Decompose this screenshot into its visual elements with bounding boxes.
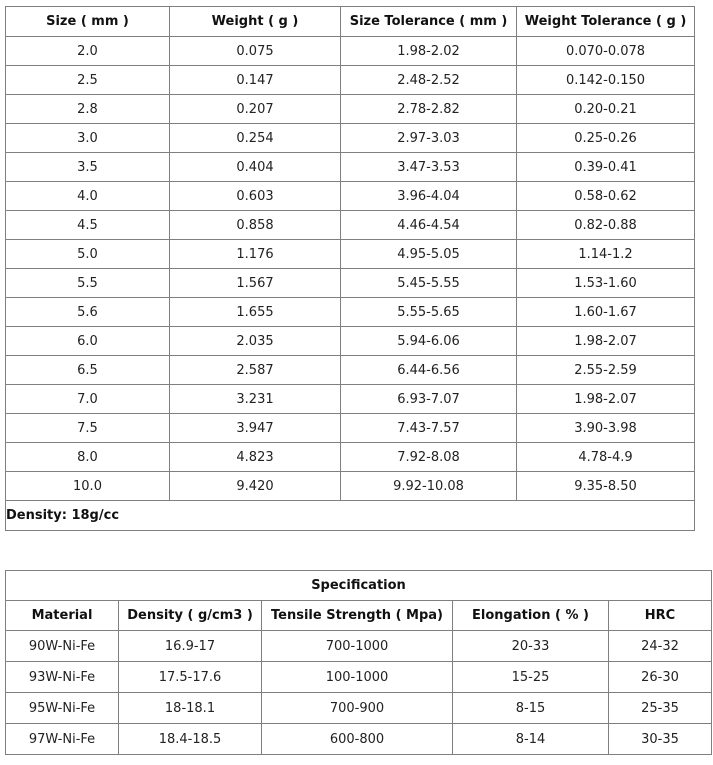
table-cell: 9.420 <box>170 472 341 501</box>
title-row <box>6 571 712 601</box>
table-cell: 97W-Ni-Fe <box>6 724 119 755</box>
table-cell: 26-30 <box>609 662 712 693</box>
table-cell: 90W-Ni-Fe <box>6 631 119 662</box>
table-cell: 8.0 <box>6 443 170 472</box>
column-header: Elongation ( % ) <box>453 601 609 631</box>
table-cell: 0.254 <box>170 124 341 153</box>
table-row <box>6 385 695 414</box>
table-cell: 18.4-18.5 <box>119 724 262 755</box>
table-cell: 0.25-0.26 <box>517 124 695 153</box>
table-cell: 2.0 <box>6 37 170 66</box>
table-cell: 3.947 <box>170 414 341 443</box>
table-row <box>6 693 712 724</box>
table-cell: 700-900 <box>262 693 453 724</box>
table-row <box>6 356 695 385</box>
table-row <box>6 124 695 153</box>
table-cell: 0.404 <box>170 153 341 182</box>
table-row <box>6 414 695 443</box>
density-note: Density: 18g/cc <box>6 501 695 531</box>
table-cell: 6.44-6.56 <box>341 356 517 385</box>
table-row <box>6 472 695 501</box>
table-cell: 1.14-1.2 <box>517 240 695 269</box>
table-cell: 9.92-10.08 <box>341 472 517 501</box>
header-row <box>6 7 695 37</box>
table-cell: 1.655 <box>170 298 341 327</box>
table-cell: 1.98-2.02 <box>341 37 517 66</box>
table-cell: 2.5 <box>6 66 170 95</box>
table-cell: 5.6 <box>6 298 170 327</box>
table-row <box>6 327 695 356</box>
table-cell: 0.207 <box>170 95 341 124</box>
column-header: Density ( g/cm3 ) <box>119 601 262 631</box>
table-cell: 100-1000 <box>262 662 453 693</box>
table-row <box>6 662 712 693</box>
table-cell: 3.47-3.53 <box>341 153 517 182</box>
table-cell: 5.55-5.65 <box>341 298 517 327</box>
table-row <box>6 443 695 472</box>
column-header: Weight ( g ) <box>170 7 341 37</box>
table-cell: 93W-Ni-Fe <box>6 662 119 693</box>
table-cell: 16.9-17 <box>119 631 262 662</box>
table-cell: 6.93-7.07 <box>341 385 517 414</box>
table-cell: 3.96-4.04 <box>341 182 517 211</box>
table-cell: 9.35-8.50 <box>517 472 695 501</box>
table-cell: 0.58-0.62 <box>517 182 695 211</box>
table-cell: 8-15 <box>453 693 609 724</box>
table-cell: 4.0 <box>6 182 170 211</box>
header-row <box>6 601 712 631</box>
table-cell: 6.0 <box>6 327 170 356</box>
table-cell: 8-14 <box>453 724 609 755</box>
table-cell: 3.231 <box>170 385 341 414</box>
table-cell: 0.603 <box>170 182 341 211</box>
specification-title: Specification <box>6 571 712 601</box>
table-cell: 4.46-4.54 <box>341 211 517 240</box>
table-cell: 4.823 <box>170 443 341 472</box>
table-row <box>6 37 695 66</box>
table-cell: 95W-Ni-Fe <box>6 693 119 724</box>
table-cell: 7.5 <box>6 414 170 443</box>
table-cell: 1.567 <box>170 269 341 298</box>
table-cell: 5.0 <box>6 240 170 269</box>
column-header: Weight Tolerance ( g ) <box>517 7 695 37</box>
table-cell: 1.98-2.07 <box>517 327 695 356</box>
table-cell: 4.5 <box>6 211 170 240</box>
table-cell: 7.0 <box>6 385 170 414</box>
table-cell: 1.98-2.07 <box>517 385 695 414</box>
table-cell: 4.95-5.05 <box>341 240 517 269</box>
table-row <box>6 95 695 124</box>
table-cell: 24-32 <box>609 631 712 662</box>
table-cell: 25-35 <box>609 693 712 724</box>
table-cell: 18-18.1 <box>119 693 262 724</box>
size-weight-table <box>5 6 695 531</box>
table-cell: 2.035 <box>170 327 341 356</box>
table-row <box>6 66 695 95</box>
table-cell: 3.90-3.98 <box>517 414 695 443</box>
table-cell: 5.45-5.55 <box>341 269 517 298</box>
table-cell: 0.82-0.88 <box>517 211 695 240</box>
table-cell: 1.60-1.67 <box>517 298 695 327</box>
table-cell: 20-33 <box>453 631 609 662</box>
density-note-row <box>6 501 695 531</box>
table-cell: 5.5 <box>6 269 170 298</box>
table-cell: 0.20-0.21 <box>517 95 695 124</box>
table-row <box>6 153 695 182</box>
table-cell: 4.78-4.9 <box>517 443 695 472</box>
table-cell: 1.176 <box>170 240 341 269</box>
table-row <box>6 298 695 327</box>
column-header: Material <box>6 601 119 631</box>
table-cell: 2.78-2.82 <box>341 95 517 124</box>
table-cell: 2.55-2.59 <box>517 356 695 385</box>
table-cell: 1.53-1.60 <box>517 269 695 298</box>
table-cell: 6.5 <box>6 356 170 385</box>
table-cell: 3.5 <box>6 153 170 182</box>
table-cell: 2.587 <box>170 356 341 385</box>
table-row <box>6 631 712 662</box>
table-cell: 17.5-17.6 <box>119 662 262 693</box>
table-row <box>6 269 695 298</box>
table-cell: 0.070-0.078 <box>517 37 695 66</box>
table-cell: 0.147 <box>170 66 341 95</box>
table-cell: 600-800 <box>262 724 453 755</box>
table-cell: 2.8 <box>6 95 170 124</box>
table-cell: 15-25 <box>453 662 609 693</box>
table-cell: 5.94-6.06 <box>341 327 517 356</box>
column-header: Size Tolerance ( mm ) <box>341 7 517 37</box>
column-header: Size ( mm ) <box>6 7 170 37</box>
table-cell: 0.858 <box>170 211 341 240</box>
table-cell: 10.0 <box>6 472 170 501</box>
table-cell: 30-35 <box>609 724 712 755</box>
table-cell: 0.39-0.41 <box>517 153 695 182</box>
table-cell: 0.142-0.150 <box>517 66 695 95</box>
table-cell: 7.43-7.57 <box>341 414 517 443</box>
table-row <box>6 724 712 755</box>
table-cell: 3.0 <box>6 124 170 153</box>
specification-table <box>5 570 712 755</box>
table-cell: 0.075 <box>170 37 341 66</box>
table-row <box>6 211 695 240</box>
table-cell: 2.48-2.52 <box>341 66 517 95</box>
table-row <box>6 182 695 211</box>
column-header: Tensile Strength ( Mpa) <box>262 601 453 631</box>
table-cell: 700-1000 <box>262 631 453 662</box>
table-cell: 2.97-3.03 <box>341 124 517 153</box>
table-cell: 7.92-8.08 <box>341 443 517 472</box>
table-row <box>6 240 695 269</box>
column-header: HRC <box>609 601 712 631</box>
